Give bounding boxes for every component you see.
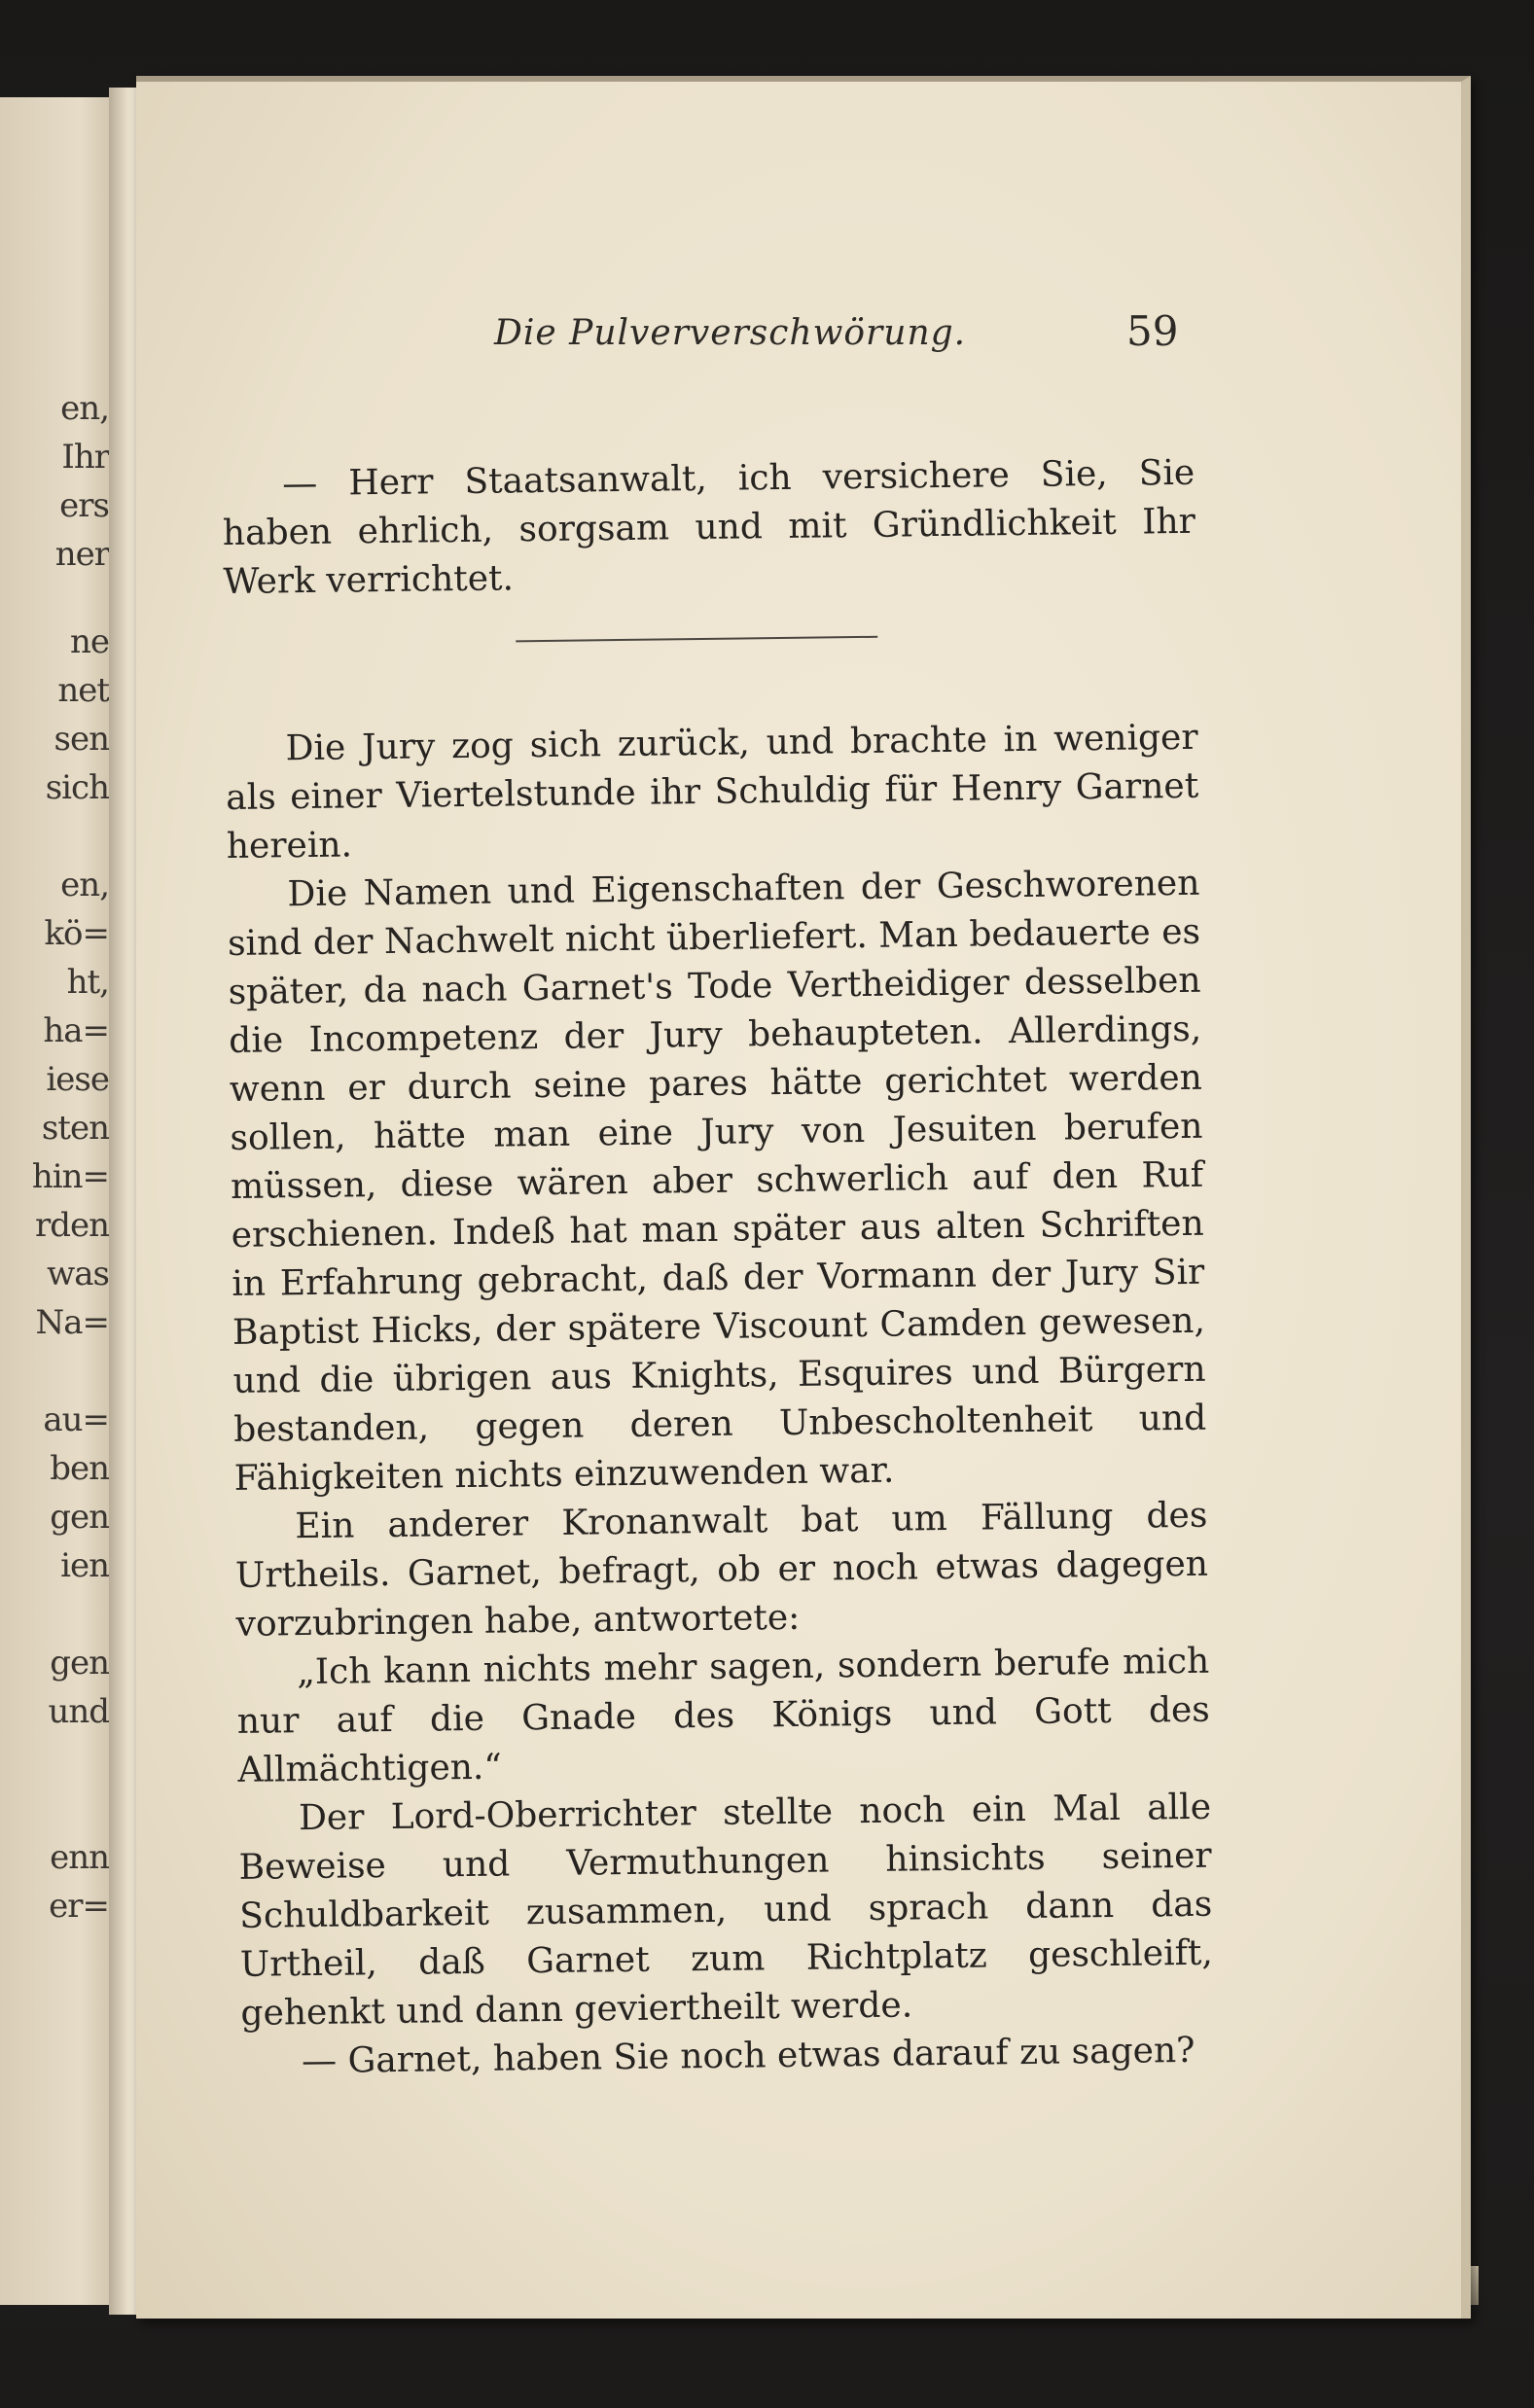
facing-page-fragment: en, <box>60 389 109 428</box>
facing-page-fragment: Ihr <box>61 438 109 477</box>
facing-page-fragment: ha= <box>43 1011 109 1050</box>
facing-page-fragment: kö= <box>44 914 109 953</box>
body-text <box>222 449 1214 2087</box>
paragraph: — Herr Staatsanwalt, ich versichere Sie, Sie haben ehrlich, sorgsam und mit Gründlichkeit Ihr Werk verrichtet. <box>222 452 1196 602</box>
facing-page-fragment: Na= <box>35 1303 109 1342</box>
facing-page-fragment: sten <box>41 1109 109 1148</box>
facing-page-fragment: iese <box>46 1060 109 1099</box>
facing-page-fragment: sen <box>54 720 109 759</box>
facing-page-fragment: gen <box>50 1644 109 1682</box>
facing-page-fragment: net <box>57 671 109 710</box>
facing-page-fragment: sich <box>45 768 109 807</box>
facing-page-fragment: gen <box>50 1498 109 1537</box>
facing-page-fragment: ien <box>60 1546 109 1585</box>
paragraph: — Garnet, haben Sie noch etwas darauf zu sagen? <box>301 2030 1195 2082</box>
paragraph: Der Lord-Oberrichter stellte noch ein Mal alle Beweise und Vermuthungen hinsichts seiner Schuldbarkeit zusammen, und sprach dann das Urtheil, daß Garnet zum Richtplatz geschleift, gehenkt und dann geviertheilt werde. <box>238 1787 1214 2034</box>
facing-page-fragment: was <box>47 1255 109 1293</box>
running-title: Die Pulververschwörung. <box>494 313 967 353</box>
facing-page-fragment: ner <box>54 535 109 574</box>
section-divider <box>516 636 877 643</box>
facing-page-fragment: au= <box>43 1400 109 1439</box>
paragraph: Die Namen und Eigenschaften der Geschworenen sind der Nachwelt nicht überliefert. Man bedauerte es später, da nach Garnet's Tode Vertheidiger desselben die Incompetenz der Jury behaupteten. Allerdings, wenn er durch seine pares hätte gerichtet werden sollen, hätte man eine Jury von Jesuiten berufen müssen, diese wären aber schwerlich auf den Ruf erschienen. Indeß hat man später aus alten Schriften in Erfahrung gebracht, daß der Vormann der Jury Sir Baptist Hicks, der spätere Viscount Camden gewesen, und die übrigen aus Knights, Esquires und Bürgern bestanden, gegen deren Unbescholtenheit und Fähigkeiten nichts einzuwenden war. <box>227 863 1207 1499</box>
facing-page-fragment: ht, <box>66 963 109 1002</box>
facing-page-fragment: enn <box>50 1838 109 1877</box>
facing-page-fragment: hin= <box>31 1157 109 1196</box>
facing-page-fragment: ne <box>69 622 109 661</box>
facing-page-fragment: ben <box>50 1449 109 1488</box>
facing-page-fragment: und <box>48 1692 109 1731</box>
paragraph: Ein anderer Kronanwalt bat um Fällung des Urtheils. Garnet, befragt, ob er noch etwas dagegen vorzubringen habe, antwortete: <box>234 1495 1209 1645</box>
facing-page-fragment: en, <box>60 866 109 904</box>
paragraph: Die Jury zog sich zurück, und brachte in weniger als einer Viertelstunde ihr Schuldig für Henry Garnet herein. <box>225 717 1199 867</box>
page-header <box>136 307 1461 366</box>
facing-page-fragment: ers <box>59 486 109 525</box>
facing-page-fragment: er= <box>49 1887 109 1926</box>
facing-page-fragment: rden <box>34 1206 109 1245</box>
book-page <box>136 76 1471 2319</box>
paragraph: „Ich kann nichts mehr sagen, sondern berufe mich nur auf die Gnade des Königs und Gott des Allmächtigen.“ <box>236 1641 1211 1790</box>
facing-page-edge <box>0 97 115 2305</box>
page-number: 59 <box>1126 307 1179 355</box>
